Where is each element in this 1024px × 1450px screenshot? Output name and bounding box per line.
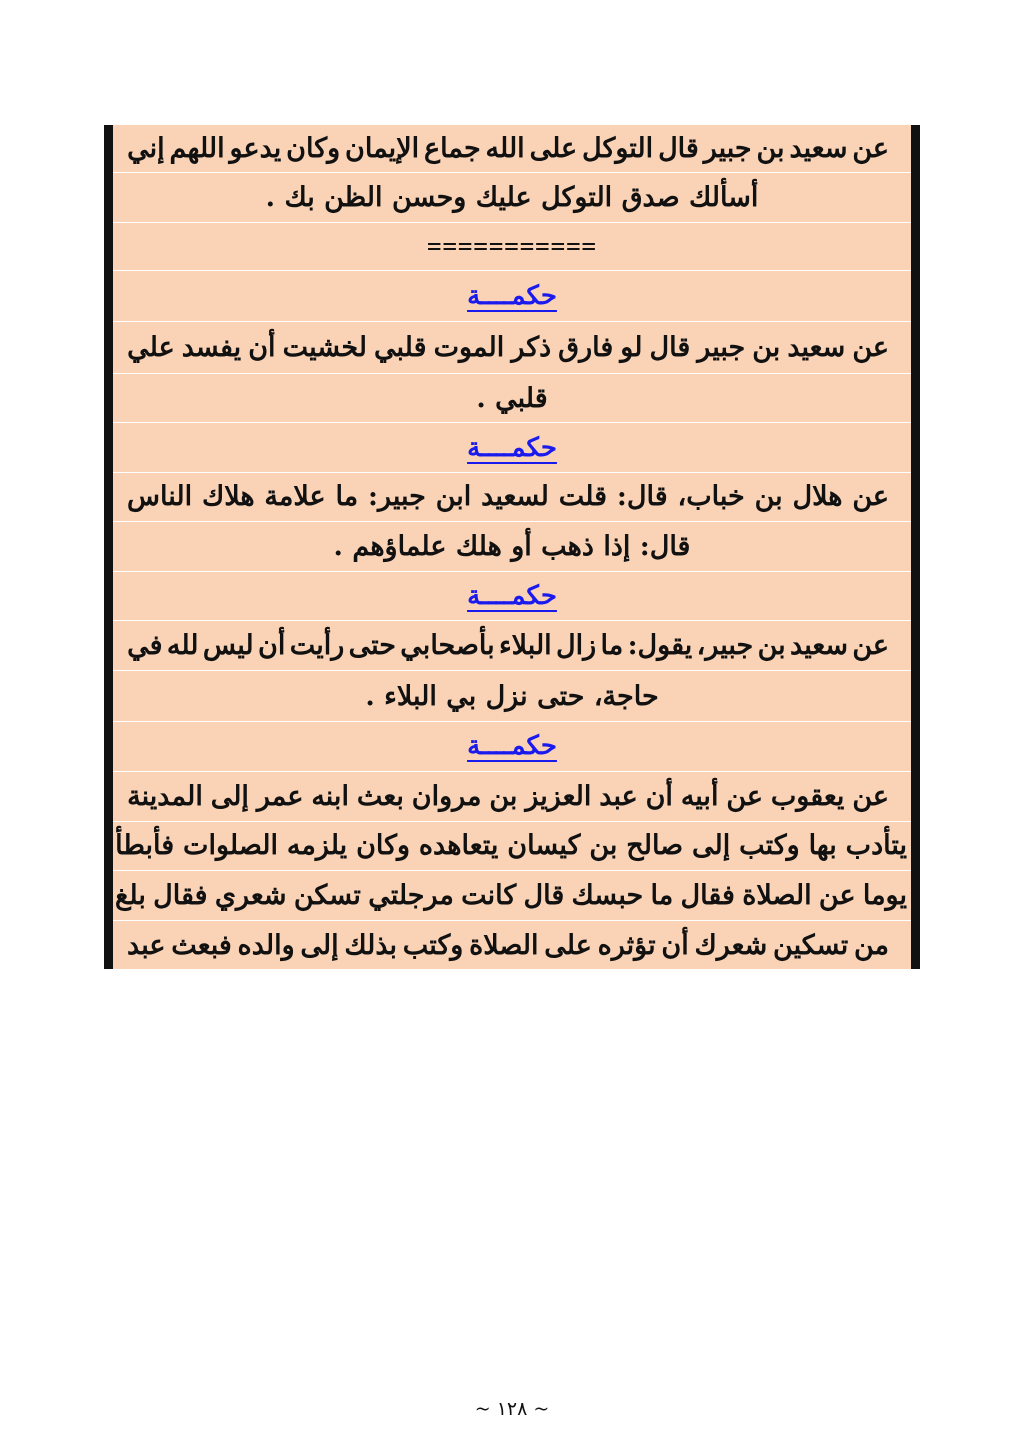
text-line	[113, 373, 911, 422]
word: يوما	[862, 880, 907, 912]
word: كيسان	[507, 830, 581, 862]
word: ابن	[435, 481, 472, 513]
word: فارق	[558, 332, 614, 364]
word: بعث	[356, 780, 404, 812]
word: إلى	[210, 780, 249, 812]
text-line	[113, 125, 911, 172]
word: يتأدب	[845, 830, 907, 862]
word: والده	[237, 929, 295, 961]
wisdom-heading-link[interactable]: حكمــــة	[467, 731, 557, 762]
word: الصلاة	[742, 880, 812, 912]
word: علامة	[264, 481, 326, 513]
word: لسعيد	[481, 481, 549, 513]
word: بن	[489, 780, 518, 812]
text-line	[113, 620, 911, 670]
word: مرجلتي	[368, 880, 454, 912]
word: هلال	[792, 481, 843, 513]
text-line	[113, 321, 911, 373]
text-frame	[104, 125, 920, 969]
word: أبيه	[680, 780, 719, 812]
word: ليس	[202, 630, 254, 662]
text-line	[113, 821, 911, 870]
word: جبير،	[696, 630, 754, 662]
word: جبير	[703, 133, 752, 165]
word: لو	[620, 332, 643, 364]
word: أن	[661, 929, 689, 961]
word: حتى	[348, 630, 396, 662]
word: أن	[248, 332, 276, 364]
wisdom-heading-link[interactable]: حكمــــة	[467, 432, 557, 463]
heading-line	[113, 721, 911, 770]
text-line	[113, 172, 911, 221]
word: ابنه	[311, 780, 349, 812]
word: ما	[600, 630, 624, 662]
word: شعرك	[694, 929, 768, 961]
word: العزيز	[525, 780, 592, 812]
word: فأبطأ	[115, 830, 175, 862]
word: الإيمان	[345, 133, 420, 165]
word: عن	[852, 630, 889, 662]
word: بها	[808, 830, 837, 862]
line-text: حاجة، حتى نزل بي البلاء .	[365, 680, 659, 712]
separator-line	[113, 222, 911, 270]
word: في	[127, 630, 163, 662]
word: تؤثره	[597, 929, 656, 961]
word: عمر	[256, 780, 304, 812]
word: قال:	[616, 481, 668, 513]
word: إلى	[692, 830, 731, 862]
line-text: أسألك صدق التوكل عليك وحسن الظن بك .	[265, 181, 759, 213]
word: سعيد	[787, 332, 846, 364]
word: الناس	[127, 481, 193, 513]
word: وكتب	[739, 830, 800, 862]
word: بن	[756, 133, 785, 165]
word: على	[544, 929, 592, 961]
word: سعيد	[789, 133, 848, 165]
word: بن	[757, 630, 786, 662]
line-text: قال: إذا ذهب أو هلك علماؤهم .	[333, 531, 691, 563]
wisdom-heading-link[interactable]: حكمــــة	[467, 581, 557, 612]
text-line	[113, 771, 911, 821]
word: يدعو	[229, 133, 282, 165]
word: قال	[523, 880, 565, 912]
word: بن	[754, 481, 783, 513]
text-line	[113, 870, 911, 920]
word: عن	[852, 332, 889, 364]
page-number: ~ ١٢٨ ~	[474, 1398, 550, 1420]
word: حبسك	[571, 880, 644, 912]
word: فقال	[680, 880, 735, 912]
heading-line	[113, 270, 911, 322]
word: عن	[818, 880, 856, 912]
word: يعقوب	[770, 780, 845, 812]
word: بلغ	[115, 880, 146, 912]
word: عن	[726, 780, 763, 812]
word: كانت	[461, 880, 517, 912]
separator-text: ===========	[427, 232, 597, 261]
text-line	[113, 472, 911, 521]
word: سعيد	[790, 630, 848, 662]
text-line	[113, 920, 911, 969]
word: بن	[589, 830, 618, 862]
word: ذكر	[511, 332, 552, 364]
word: لخشيت	[282, 332, 367, 364]
word: عن	[852, 481, 889, 513]
word: يقول:	[627, 630, 693, 662]
word: جماع	[424, 133, 481, 165]
word: من	[853, 929, 889, 961]
word: صالح	[626, 830, 684, 862]
word: مروان	[411, 780, 482, 812]
word: هلاك	[201, 481, 255, 513]
word: اللهم	[169, 133, 225, 165]
word: ما	[335, 481, 359, 513]
word: رأيت	[289, 630, 345, 662]
word: الصلاة	[469, 929, 539, 961]
word: وكان	[286, 133, 341, 165]
word: زال	[556, 630, 597, 662]
word: عبد	[599, 780, 638, 812]
word: أن	[258, 630, 286, 662]
word: قلت	[558, 481, 608, 513]
word: قلبي	[374, 332, 427, 364]
word: عبد	[127, 929, 166, 961]
word: علي	[127, 332, 175, 364]
word: التوكل	[582, 133, 654, 165]
word: جبير	[697, 332, 746, 364]
word: البلاء	[498, 630, 552, 662]
word: بأصحابي	[400, 630, 495, 662]
word: بن	[752, 332, 781, 364]
word: فقال	[153, 880, 208, 912]
word: الله	[485, 133, 525, 165]
word: لله	[166, 630, 199, 662]
word: يفسد	[181, 332, 242, 364]
word: الصلوات	[183, 830, 278, 862]
word: وكتب	[402, 929, 464, 961]
word: المدينة	[127, 780, 203, 812]
wisdom-heading-link[interactable]: حكمــــة	[467, 280, 557, 311]
word: تسكن	[293, 880, 361, 912]
word: يتعاهده	[418, 830, 499, 862]
heading-line	[113, 571, 911, 620]
word: تسكين	[773, 929, 849, 961]
word: جبير:	[368, 481, 426, 513]
line-text: قلبي .	[476, 382, 548, 414]
word: قال	[658, 133, 699, 165]
word: عن	[852, 133, 889, 165]
word: إني	[127, 133, 165, 165]
word: فبعث	[171, 929, 232, 961]
word: شعري	[214, 880, 287, 912]
word: إلى	[300, 929, 339, 961]
word: وكان	[356, 830, 411, 862]
word: خباب،	[677, 481, 745, 513]
word: قال	[649, 332, 691, 364]
text-line	[113, 670, 911, 721]
heading-line	[113, 422, 911, 471]
text-line	[113, 521, 911, 571]
word: بذلك	[344, 929, 398, 961]
word: يلزمه	[286, 830, 348, 862]
word: أن	[645, 780, 673, 812]
word: ما	[650, 880, 674, 912]
word: على	[529, 133, 578, 165]
word: عن	[852, 780, 889, 812]
word: الموت	[433, 332, 505, 364]
